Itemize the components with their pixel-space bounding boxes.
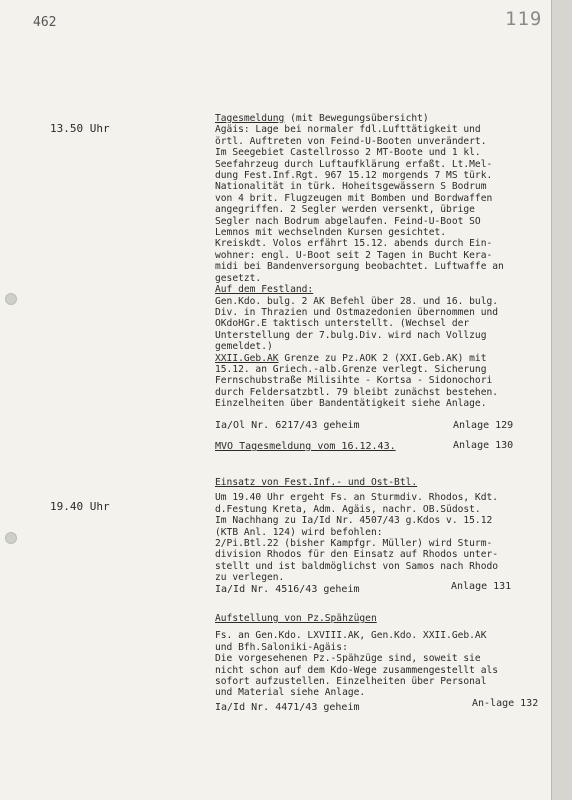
text-line: durch Feldersatzbtl. 79 bleibt zunächst bestehen. (215, 386, 499, 398)
text-line: nicht schon auf dem Kdo-Wege zusammengestellt als (215, 664, 499, 676)
reference-number: Ia/Id Nr. 4516/43 geheim (215, 584, 360, 595)
entry-heading: Einsatz von Fest.Inf.- und Ost-Btl. (215, 477, 418, 488)
entry-heading: Aufstellung von Pz.Spähzügen (215, 613, 377, 624)
text-line: Fs. an Gen.Kdo. LXVIII.AK, Gen.Kdo. XXII.Geb.AK (215, 630, 487, 642)
text-line: Im Nachhang zu Ia/Id Nr. 4507/43 g.Kdos v. 15.12 (215, 515, 493, 527)
text-line: Kreiskdt. Volos erfährt 15.12. abends durch Ein- (215, 238, 493, 250)
text-line: örtl. Auftreten von Feind-U-Booten unverändert. (215, 135, 487, 147)
text-line: 15.12. an Griech.-alb.Grenze verlegt. Sicherung (215, 363, 487, 375)
text-line: Einzelheiten über Bandentätigkeit siehe Anlage. (215, 398, 487, 410)
text-line: und Material siehe Anlage. (215, 687, 366, 699)
text-line: wohner: engl. U-Boot seit 2 Tagen in Bucht Kera- (215, 249, 493, 261)
text-line: Gen.Kdo. bulg. 2 AK Befehl über 28. und 16. bulg. (215, 295, 499, 307)
punch-hole (5, 293, 17, 305)
text-line: OKdoHGr.E taktisch unterstellt. (Wechsel der (215, 318, 470, 330)
text-line: Nationalität in türk. Hoheitsgewässern S Bodrum (215, 181, 487, 193)
tagesmeldung-block (215, 113, 547, 410)
aufstellung-block (215, 613, 547, 699)
text-line: dung Fest.Inf.Rgt. 967 15.12 morgends 7 MS türk. (215, 170, 493, 182)
text-line: division Rhodos für den Einsatz auf Rhodos unter- (215, 549, 499, 561)
entry-time: 13.50 Uhr (50, 122, 110, 135)
page-edge (552, 0, 572, 800)
entry-time: 19.40 Uhr (50, 500, 110, 513)
text-line: Lemnos mit wechselnden Kursen gesichtet. (215, 227, 447, 239)
text-line: und Bfh.Saloniki-Ägäis: (215, 641, 348, 653)
text-line: gesetzt. (215, 272, 262, 284)
reference-number: Ia/Id Nr. 4471/43 geheim (215, 702, 360, 713)
text-line: Um 19.40 Uhr ergeht Fs. an Sturmdiv. Rhodos, Kdt. (215, 492, 499, 504)
text-line: sofort aufzustellen. Einzelheiten über Personal (215, 676, 487, 688)
text-line: Seefahrzeug durch Luftaufklärung erfaßt. Lt.Mel- (215, 158, 493, 170)
text-line: von 4 brit. Flugzeugen mit Bomben und Bordwaffen (215, 192, 493, 204)
text-line: midi bei Bandenversorgung beobachtet. Luftwaffe an (215, 261, 504, 273)
text-line: Ägäis: Lage bei normaler fdl.Lufttätigkeit und (215, 124, 481, 136)
einsatz-block (215, 477, 547, 584)
text-line: d.Festung Kreta, Adm. Ägäis, nachr. OB.Südost. (215, 503, 481, 515)
text-line: Unterstellung der 7.bulg.Div. wird nach Vollzug (215, 329, 487, 341)
text-line: Div. in Thrazien und Ostmazedonien übernommen und (215, 306, 499, 318)
reference-number: Ia/Ol Nr. 6217/43 geheim (215, 420, 360, 431)
tagesmeldung-heading-row (215, 113, 547, 124)
anlage-label: Anlage 130 (453, 440, 514, 451)
page-number-right: 119 (505, 8, 543, 30)
entry-heading: Tagesmeldung (215, 113, 285, 124)
text-line: zu verlegen. (215, 572, 285, 584)
punch-hole (5, 532, 17, 544)
page-number-left: 462 (33, 15, 57, 30)
text-line: Die vorgesehenen Pz.-Spähzüge sind, soweit sie (215, 653, 481, 665)
text-line: stellt und ist baldmöglichst von Samos nach Rhodo (215, 560, 499, 572)
text-line-with-label (215, 353, 547, 364)
entry-heading-suffix: (mit Bewegungsübersicht) (284, 113, 429, 124)
text-line: Im Seegebiet Castellrosso 2 MT-Boote und 1 kl. (215, 147, 481, 159)
anlage-label: An-lage 132 (472, 698, 539, 709)
text-line: 2/Pi.Btl.22 (bisher Kampfgr. Müller) wird Sturm- (215, 538, 493, 550)
text-line: angegriffen. 2 Segler werden versenkt, übrige (215, 204, 475, 216)
text-line: Fernschubstraße Milisihte - Kortsa - Sidonochori (215, 375, 493, 387)
text-line: Grenze zu Pz.AOK 2 (XXI.Geb.AK) mit (278, 352, 487, 364)
text-line: Segler nach Bodrum abgelaufen. Feind-U-Boot SO (215, 215, 481, 227)
text-line: gemeldet.) (215, 341, 273, 353)
text-line: (KTB Anl. 124) wird befohlen: (215, 526, 383, 538)
mvo-line: MVO Tagesmeldung vom 16.12.43. (215, 441, 396, 452)
corps-label: XXII.Geb.AK (215, 352, 279, 364)
subheading: Auf dem Festland: (215, 284, 314, 296)
anlage-label: Anlage 129 (453, 420, 514, 431)
anlage-label: Anlage 131 (451, 581, 512, 592)
